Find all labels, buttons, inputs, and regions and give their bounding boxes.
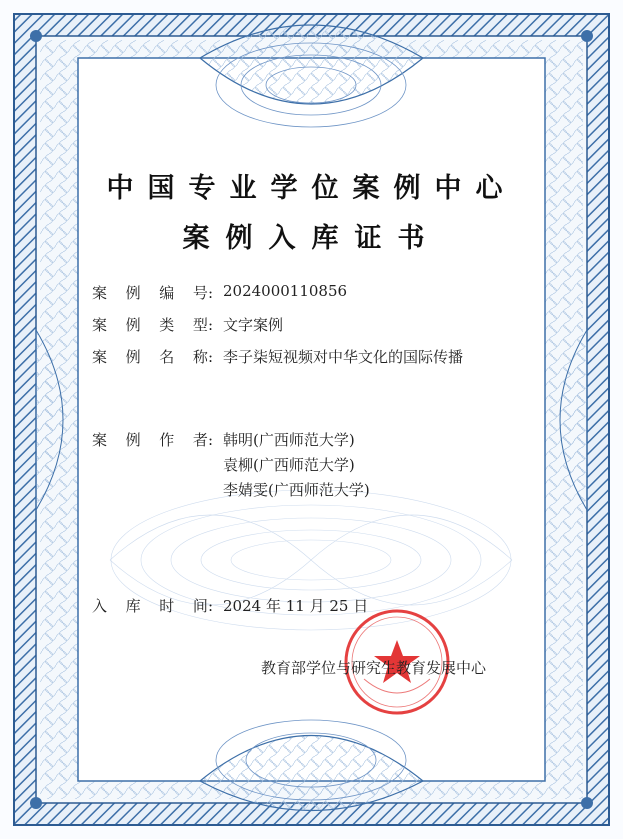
case-name-row (92, 346, 463, 367)
author-3: 李婧雯(广西师范大学) (223, 481, 370, 499)
author-1: 韩明(广西师范大学) (223, 431, 355, 449)
case-name-value: 李子柒短视频对中华文化的国际传播 (223, 348, 464, 366)
entry-time-row (92, 595, 368, 616)
entry-time-value: 2024 年 11 月 25 日 (223, 597, 369, 615)
case-number-label: 案 例 编 号: (92, 284, 213, 302)
case-number-row (92, 282, 347, 303)
authors-label: 案 例 作 者: (92, 431, 213, 449)
author-2: 袁柳(广西师范大学) (223, 456, 355, 474)
case-name-label: 案 例 名 称: (92, 348, 213, 366)
case-type-label: 案 例 类 型: (92, 316, 213, 334)
case-type-row (92, 314, 283, 335)
center-title: 中国专业学位案例中心 (106, 173, 517, 204)
issuer-name: 教育部学位与研究生教育发展中心 (261, 659, 487, 677)
certificate-title: 案例入库证书 (182, 223, 441, 254)
entry-time-label: 入 库 时 间: (92, 597, 213, 615)
authors-row (92, 429, 355, 450)
case-number-value: 2024000110856 (223, 282, 348, 300)
case-type-value: 文字案例 (223, 316, 284, 334)
